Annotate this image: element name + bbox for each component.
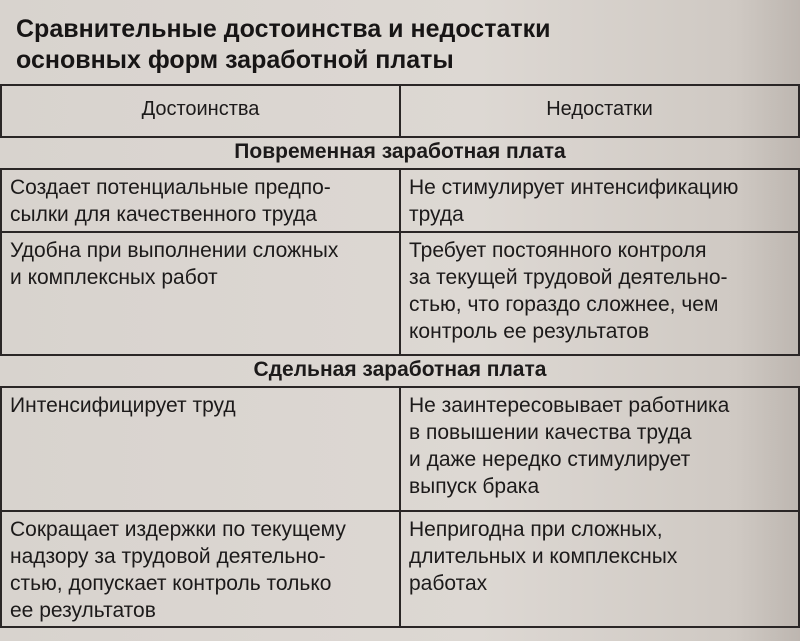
section-row-time-based [1,137,799,169]
section-row-piece-rate [1,355,799,387]
section-title-time-based: Повременная заработная плата [1,137,799,169]
advantage-text: Удобна при выполнении сложных и комплексных работ [10,239,339,289]
table-row [1,387,799,511]
title-text: Сравнительные достоинства и недостатки основных форм заработной платы [16,15,551,74]
advantage-text: Создает потенциальные предпо- сылки для качественного труда [10,176,331,226]
advantage-text: Интенсифицирует труд [10,394,236,417]
disadvantage-cell [400,387,799,511]
table-row [1,232,799,355]
table-row [1,511,799,627]
advantage-text: Сокращает издержки по текущему надзору за трудовой деятельно- стью, допускает контроль только ее результатов [10,518,346,622]
header-disadvantages: Недостатки [400,85,799,137]
section-title-piece-rate: Сдельная заработная плата [1,355,799,387]
advantage-cell [1,232,400,355]
disadvantage-text: Непригодна при сложных, длительных и комплексных работах [409,518,678,595]
advantage-cell [1,387,400,511]
advantage-cell [1,169,400,232]
disadvantage-cell [400,169,799,232]
header-advantages: Достоинства [1,85,400,137]
table-row [1,169,799,232]
disadvantage-text: Не стимулирует интенсификацию труда [409,176,739,226]
disadvantage-text: Требует постоянного контроля за текущей трудовой деятельно- стью, что гораздо сложнее, чем контроль ее результатов [409,239,728,343]
disadvantage-cell [400,511,799,627]
comparison-table [0,84,800,628]
disadvantage-text: Не заинтересовывает работника в повышении качества труда и даже нередко стимулирует выпуск брака [409,394,730,498]
header-row [1,85,799,137]
advantage-cell [1,511,400,627]
disadvantage-cell [400,232,799,355]
table-title [16,14,776,76]
